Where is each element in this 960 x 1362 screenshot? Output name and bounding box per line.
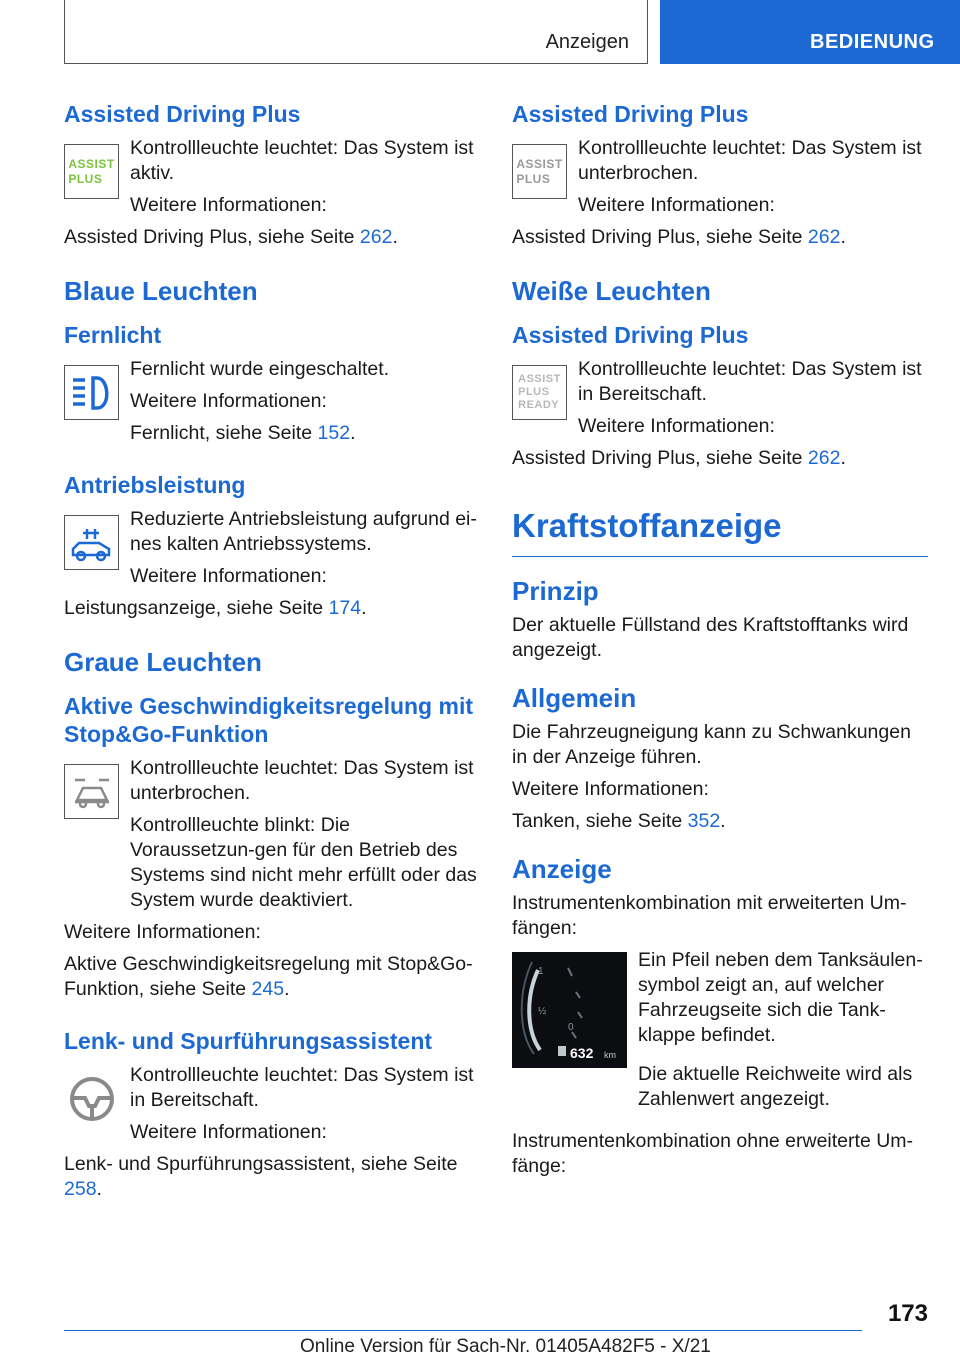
heading-assisted-driving-interrupted: Assisted Driving Plus [512,101,749,127]
lenk-reference: Lenk- und Spurführungsassistent, siehe Seite 258. [64,1153,458,1200]
assist-plus-grey-icon [512,144,567,199]
reference-text: Assisted Driving Plus, siehe Seite [512,226,808,248]
heading-lenk-spurfuehrung: Lenk- und Spurführungsassistent [64,1028,433,1054]
antriebsleistung-reference: Leistungsanzeige, siehe Seite 174. [64,597,367,619]
page-link-262[interactable]: 262 [807,447,841,469]
header-section-title: Anzeigen [545,31,629,53]
reference-text: Fernlicht, siehe Seite [130,422,318,444]
heading-acc-stop-go: Aktive Geschwindigkeitsregelung mit Stop&Go-Funktion [64,693,473,747]
heading-rule [512,556,928,557]
page-link-152[interactable]: 152 [317,422,351,444]
lenk-text: Kontrollleuchte leuchtet: Das System ist in Bereitschaft. [130,1064,474,1111]
footer-online-version: Online Version für Sach-Nr. 01405A482F5 - X/21 [300,1336,711,1357]
assist-icon-line-3: READY [518,399,560,411]
right-column [512,100,928,1186]
assist-ready-reference: Assisted Driving Plus, siehe Seite 262. [512,447,846,469]
gauge-label-one: 1 [538,966,544,977]
assist-icon-line-1: ASSIST [516,156,563,171]
fernlicht-text: Fernlicht wurde eingeschaltet. [130,358,390,380]
assist-icon-line-2: PLUS [518,386,550,398]
page-number: 173 [887,1300,928,1327]
gauge-range-value: 632 [570,1045,594,1061]
lenk-row [64,1063,480,1145]
lenk-more: Weitere Informationen: [130,1121,327,1143]
assist-interrupted-reference: Assisted Driving Plus, siehe Seite 262. [512,226,846,248]
assist-icon-line-2: PLUS [68,171,103,186]
assist-active-text: Kontrollleuchte leuchtet: Das System ist aktiv. [130,137,474,184]
reference-text: Assisted Driving Plus, siehe Seite [512,447,808,469]
fernlicht-row [64,357,480,446]
reference-text: Leistungsanzeige, siehe Seite [64,597,329,619]
prinzip-text: Der aktuelle Füllstand des Kraftstofftanks wird angezeigt. [512,614,909,661]
header-section-box [64,0,648,64]
assist-icon-line-1: ASSIST [518,373,561,385]
assist-active-reference: Assisted Driving Plus, siehe Seite 262. [64,226,398,248]
gauge-label-half: ½ [538,1006,547,1017]
reference-text: Lenk- und Spurführungsassistent, siehe Seite [64,1153,458,1175]
antriebsleistung-more: Weitere Informationen: [130,565,327,587]
page-link-245[interactable]: 245 [251,978,285,1000]
heading-weisse-leuchten: Weiße Leuchten [512,276,711,306]
allgemein-text: Die Fahrzeugneigung kann zu Schwankungen in der Anzeige führen. [512,721,911,768]
heading-anzeige: Anzeige [512,854,612,884]
cold-drivetrain-icon [64,515,119,570]
page-link-258[interactable]: 258 [64,1178,97,1200]
header-chapter-tab: BEDIENUNG [660,0,960,64]
page-link-174[interactable]: 174 [328,597,362,619]
fuel-gauge-image [512,952,627,1068]
fernlicht-more: Weitere Informationen: [130,390,327,412]
acc-text-2: Kontrollleuchte blinkt: Die Voraussetzun-gen für den Betrieb des Systems sind nicht mehr erfüllt oder das System wurde deaktiviert. [130,814,477,911]
cruise-control-grey-icon [64,764,119,819]
heading-assisted-driving-ready: Assisted Driving Plus [512,322,749,348]
assist-plus-interrupted-row [512,136,928,218]
assist-plus-active-row [64,136,480,218]
assist-icon-line-2: PLUS [516,171,551,186]
fernlicht-reference: Fernlicht, siehe Seite 152. [130,422,356,444]
heading-blaue-leuchten: Blaue Leuchten [64,276,258,306]
page-link-262[interactable]: 262 [359,226,393,248]
heading-graue-leuchten: Graue Leuchten [64,647,262,677]
page-link-262[interactable]: 262 [807,226,841,248]
antriebsleistung-text: Reduzierte Antriebsleistung aufgrund ei-nes kalten Antriebssystems. [130,508,477,555]
heading-kraftstoffanzeige: Kraftstoffanzeige [512,507,782,544]
acc-more: Weitere Informationen: [64,921,261,943]
assist-plus-ready-row [512,357,928,439]
fuel-gauge-row [512,948,928,1068]
heading-fernlicht: Fernlicht [64,322,162,348]
fuel-gauge-text-1: Ein Pfeil neben dem Tanksäulen-symbol zeigt an, auf welcher Fahrzeugseite sich die Tank-klappe befindet. [638,949,923,1046]
acc-row [64,756,480,913]
anzeige-text: Instrumentenkombination mit erweiterten Um-fängen: [512,892,907,939]
assist-interrupted-text: Kontrollleuchte leuchtet: Das System ist unterbrochen. [578,137,922,184]
allgemein-reference: Tanken, siehe Seite 352. [512,810,726,832]
heading-assisted-driving-active: Assisted Driving Plus [64,101,301,127]
gauge-range-unit: km [604,1050,616,1060]
steering-wheel-icon [64,1071,119,1126]
assist-ready-text: Kontrollleuchte leuchtet: Das System ist in Bereitschaft. [578,358,922,405]
heading-prinzip: Prinzip [512,576,599,606]
reference-text: Tanken, siehe Seite [512,810,688,832]
acc-text-1: Kontrollleuchte leuchtet: Das System ist unterbrochen. [130,757,474,804]
allgemein-more: Weitere Informationen: [512,778,709,800]
heading-antriebsleistung: Antriebsleistung [64,472,246,498]
fuel-pump-icon [558,1046,566,1056]
assist-plus-green-icon [64,144,119,199]
footer-rule [64,1330,862,1331]
fuel-gauge-text-2-part: Die aktuelle Reichweite wird als Zahlenwert angezeigt. [638,1063,913,1110]
antriebsleistung-row [64,507,480,589]
acc-reference: Aktive Geschwindigkeitsregelung mit Stop&Go-Funktion, siehe Seite 245. [64,953,473,1000]
assist-interrupted-more: Weitere Informationen: [578,194,775,216]
reference-text: Aktive Geschwindigkeitsregelung mit Stop&Go-Funktion, siehe Seite [64,953,473,1000]
anzeige-text-2: Instrumentenkombination ohne erweiterte Um-fänge: [512,1130,914,1177]
assist-active-more: Weitere Informationen: [130,194,327,216]
reference-text: Assisted Driving Plus, siehe Seite [64,226,360,248]
page-link-352[interactable]: 352 [687,810,721,832]
heading-allgemein: Allgemein [512,683,637,713]
gauge-label-zero: 0 [568,1022,574,1033]
left-column [64,100,480,1209]
assist-plus-ready-icon [512,365,567,420]
high-beam-icon [64,365,119,420]
assist-ready-more: Weitere Informationen: [578,415,775,437]
assist-icon-line-1: ASSIST [68,156,115,171]
